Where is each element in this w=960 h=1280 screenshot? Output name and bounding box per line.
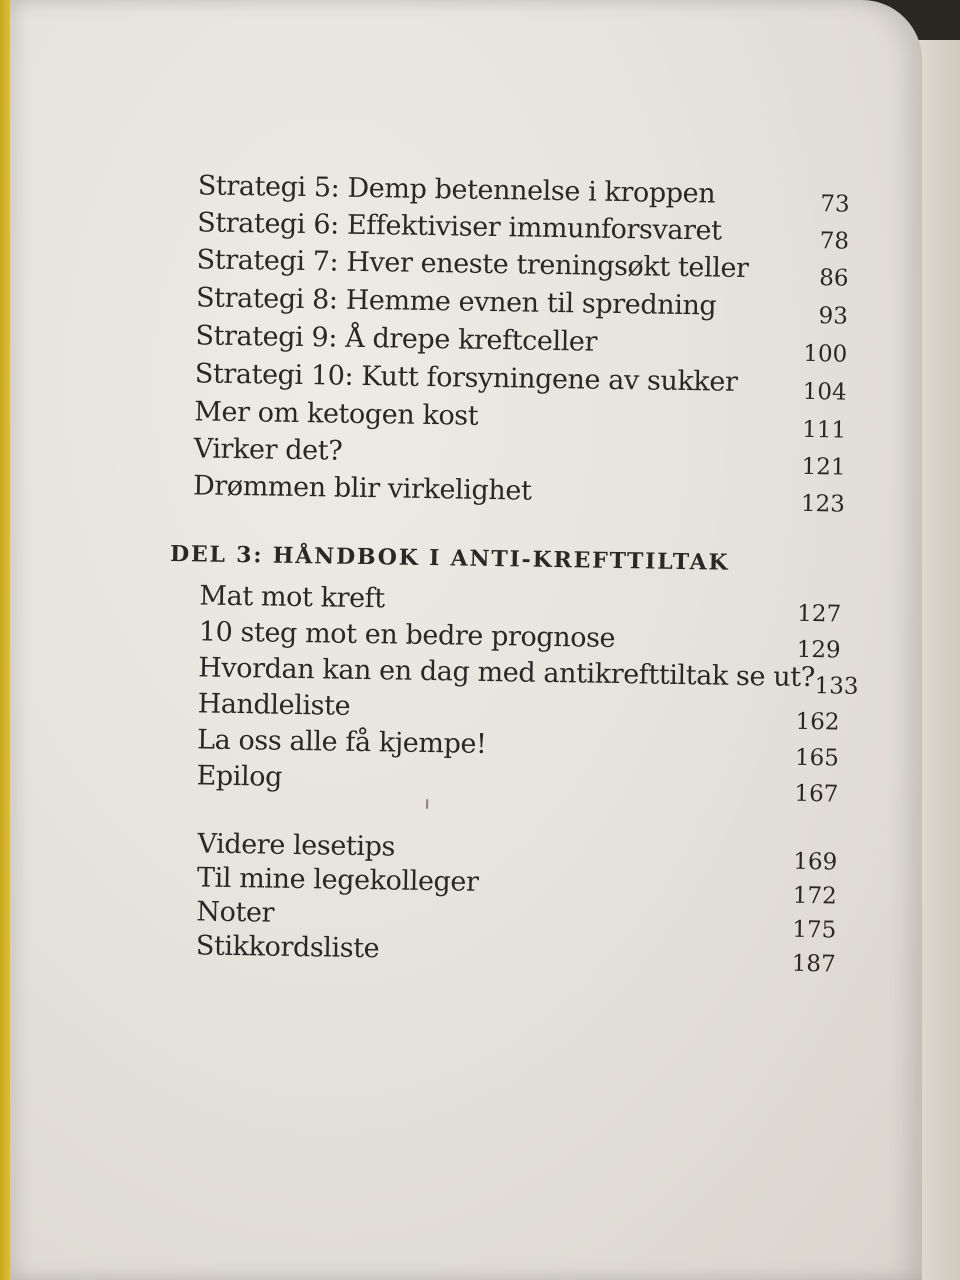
toc-entry-title: Strategi 8: Hemme evnen til spredning bbox=[195, 282, 717, 322]
toc-entry-title: Stikkordsliste bbox=[195, 930, 380, 965]
toc-entry-title: Mer om ketogen kost bbox=[194, 396, 479, 432]
toc-entry-page: 111 bbox=[801, 416, 847, 444]
toc-entry-page: 100 bbox=[803, 340, 848, 368]
toc-entry-title: Strategi 9: Å drepe kreftceller bbox=[195, 320, 598, 358]
toc-entry-page: 86 bbox=[818, 265, 849, 292]
toc-entry-page: 129 bbox=[796, 636, 841, 664]
toc-entry-title: Hvordan kan en dag med antikrefttiltak se ut? bbox=[198, 652, 816, 694]
toc-entry-page: 73 bbox=[820, 191, 850, 218]
toc-entry-title: Strategi 7: Hver eneste treningsøkt teller bbox=[196, 244, 749, 285]
toc-entry-title: Drømmen blir virkelighet bbox=[192, 470, 532, 507]
toc-entry-page: 175 bbox=[792, 916, 837, 944]
toc-entry-title: Strategi 10: Kutt forsyningene av sukker bbox=[194, 358, 738, 398]
toc-entry-page: 167 bbox=[794, 780, 839, 808]
toc-entry-page: 172 bbox=[792, 882, 837, 910]
toc-entry-title: Til mine legekolleger bbox=[196, 862, 479, 898]
toc-entry-title: Handleliste bbox=[197, 688, 351, 722]
toc-entry-title: Mat mot kreft bbox=[199, 580, 385, 615]
toc-entry-title: Strategi 5: Demp betennelse i kroppen bbox=[197, 170, 716, 210]
book-page bbox=[10, 0, 922, 1280]
section-heading: DEL 3: HÅNDBOK I ANTI-KREFTTILTAK bbox=[169, 540, 730, 576]
toc-entry-title: Virker det? bbox=[193, 433, 343, 467]
toc-entry-page: 123 bbox=[800, 490, 846, 518]
toc-entry-page: 162 bbox=[795, 708, 840, 736]
toc-entry-title: La oss alle få kjempe! bbox=[196, 724, 487, 760]
toc-entry-page: 165 bbox=[794, 744, 840, 772]
toc-entry-title: Videre lesetips bbox=[197, 828, 396, 863]
toc-entry-page: 133 bbox=[814, 673, 859, 700]
toc-entry-title: Noter bbox=[196, 896, 275, 929]
toc-entry-page: 127 bbox=[797, 600, 842, 628]
toc-entry-page: 187 bbox=[791, 950, 836, 978]
toc-entry-page: 121 bbox=[801, 453, 846, 481]
toc-entry-page: 104 bbox=[802, 378, 847, 406]
toc-entry-page: 169 bbox=[793, 848, 838, 876]
toc-entry-title: 10 steg mot en bedre prognose bbox=[198, 616, 616, 654]
ink-mark bbox=[426, 799, 428, 809]
toc-entry-page: 78 bbox=[819, 228, 850, 255]
toc-entry-title: Epilog bbox=[196, 760, 283, 793]
toc-entry-title: Strategi 6: Effektiviser immunforsvaret bbox=[197, 207, 722, 247]
toc-entry-page: 93 bbox=[818, 303, 849, 330]
